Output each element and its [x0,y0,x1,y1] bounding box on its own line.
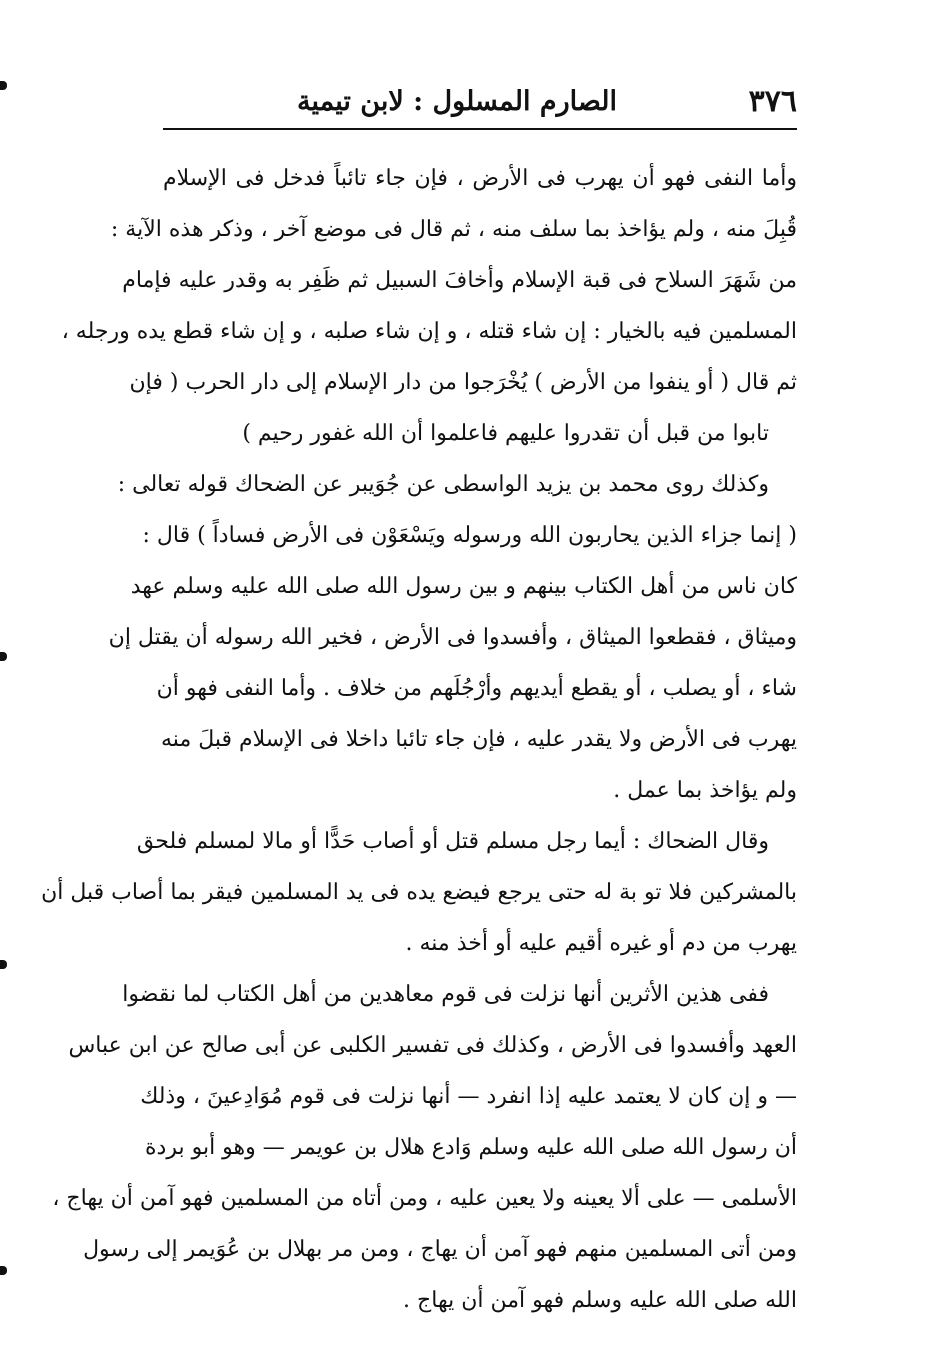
scan-edge-mark [0,1266,7,1275]
running-title: الصارم المسلول : لابن تيمية [297,86,617,117]
text-line: — و إن كان لا يعتمد عليه إذا انفرد — أنها نزلت فى قوم مُوَادِعينَ ، وذلك [140,1084,797,1109]
text-line: العهد وأفسدوا فى الأرض ، وكذلك فى تفسير الكلبى عن أبى صالح عن ابن عباس [68,1033,797,1058]
text-line: ومن أتى المسلمين منهم فهو آمن أن يهاج ، ومن مر بهلال بن عُوَيمر إلى رسول [83,1237,797,1262]
body-text [41,153,797,1326]
text-line: كان ناس من أهل الكتاب بينهم و بين رسول الله صلى الله عليه وسلم عهد [130,574,797,599]
text-line: ثم قال ( أو ينفوا من الأرض ) يُخْرَجوا من دار الإسلام إلى دار الحرب ( فإن [129,370,797,395]
scan-edge-mark [0,960,7,969]
text-line: من شَهَرَ السلاح فى قبة الإسلام وأخافَ السبيل ثم ظَفِر به وقدر عليه فإمام [122,268,797,293]
text-line: قُبِلَ منه ، ولم يؤاخذ بما سلف منه ، ثم قال فى موضع آخر ، وذكر هذه الآية : [110,217,797,242]
text-line: شاء ، أو يصلب ، أو يقطع أيديهم وأرْجُلَهم من خلاف . وأما النفى فهو أن [156,676,797,701]
text-line: وميثاق ، فقطعوا الميثاق ، وأفسدوا فى الأرض ، فخير الله رسوله أن يقتل إن [108,625,797,650]
text-line: ففى هذين الأثرين أنها نزلت فى قوم معاهدين من أهل الكتاب لما نقضوا [122,982,769,1007]
text-line: وكذلك روى محمد بن يزيد الواسطى عن جُوَيبر عن الضحاك قوله تعالى : [117,472,769,497]
text-line: يهرب فى الأرض ولا يقدر عليه ، فإن جاء تائبا داخلا فى الإسلام قبلَ منه [161,727,797,752]
paragraph [41,816,797,969]
paragraph [52,969,797,1326]
text-line: بالمشركين فلا تو بة له حتى يرجع فيضع يده فى يد المسلمين فيقر بما أصاب قبل أن [41,880,797,905]
text-line: وأما النفى فهو أن يهرب فى الأرض ، فإن جاء تائباً فدخل فى الإسلام [163,166,797,191]
text-line: الأسلمى — على ألا يعينه ولا يعين عليه ، ومن أتاه من المسلمين فهو آمن أن يهاج ، [52,1186,797,1211]
text-line: ولم يؤاخذ بما عمل . [613,778,797,803]
text-line: وقال الضحاك : أيما رجل مسلم قتل أو أصاب حَدًّا أو مالا لمسلم فلحق [136,829,769,854]
text-line: أن رسول الله صلى الله عليه وسلم وَادع هلال بن عويمر — وهو أبو بردة [145,1135,797,1160]
header-rule [163,128,797,130]
text-line: المسلمين فيه بالخيار : إن شاء قتله ، و إن شاء صلبه ، و إن شاء قطع يده ورجله ، [61,319,797,344]
paragraph [108,459,797,816]
text-line: تابوا من قبل أن تقدروا عليهم فاعلموا أن الله غفور رحيم ) [242,421,769,446]
scan-edge-mark [0,652,7,661]
page-number: ٣٧٦ [748,84,797,119]
text-line: الله صلى الله عليه وسلم فهو آمن أن يهاج . [403,1288,797,1313]
text-line: يهرب من دم أو غيره أقيم عليه أو أخذ منه . [405,931,797,956]
paragraph [61,153,797,459]
page-header [163,78,797,130]
text-line: ( إنما جزاء الذين يحاربون الله ورسوله ويَسْعَوْن فى الأرض فساداً ) قال : [142,523,797,548]
scan-edge-mark [0,81,7,90]
